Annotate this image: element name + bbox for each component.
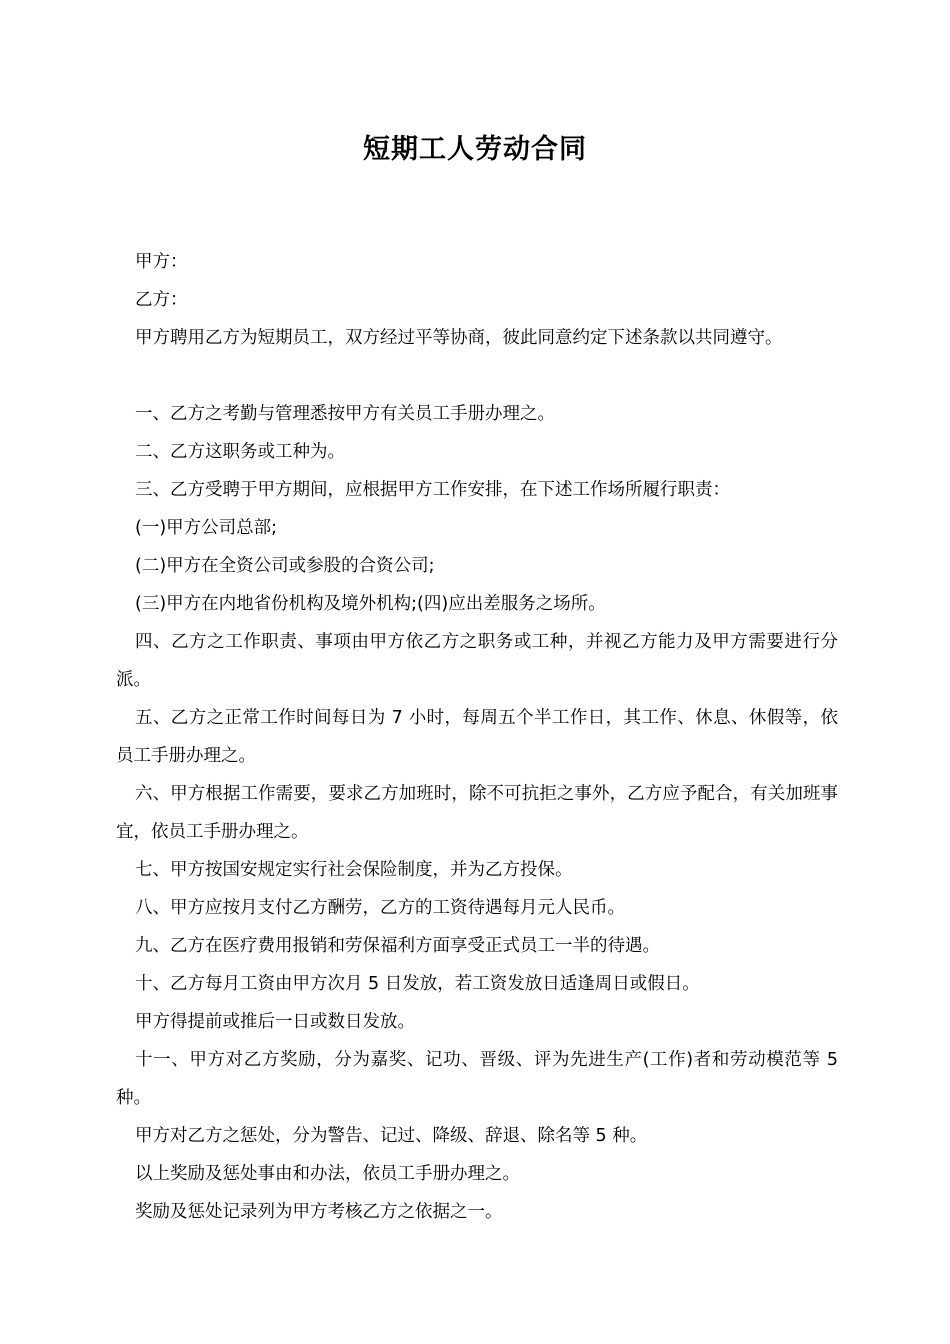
clause-6: 六、甲方根据工作需要，要求乙方加班时，除不可抗拒之事外，乙方应予配合，有关加班事宜，依员工手册办理之。 <box>116 784 838 842</box>
clause-2: 二、乙方这职务或工种为。 <box>135 442 345 462</box>
clause-4: 四、乙方之工作职责、事项由甲方依乙方之职务或工种，并视乙方能力及甲方需要进行分派。 <box>116 632 838 690</box>
clause-9: 九、乙方在医疗费用报销和劳保福利方面享受正式员工一半的待遇。 <box>135 936 660 956</box>
clause-11: 十一、甲方对乙方奖励，分为嘉奖、记功、晋级、评为先进生产(工作)者和劳动模范等 5 种。 <box>116 1050 838 1108</box>
clause-11-records: 奖励及惩处记录列为甲方考核乙方之依据之一。 <box>135 1202 503 1222</box>
clause-3-item-1: (一)甲方公司总部; <box>135 518 278 538</box>
clause-7: 七、甲方按国安规定实行社会保险制度，并为乙方投保。 <box>135 860 573 880</box>
clause-3-item-2: (二)甲方在全资公司或参股的合资公司; <box>135 556 435 576</box>
party-b-line: 乙方： <box>135 290 188 310</box>
clause-11-procedure: 以上奖励及惩处事由和办法，依员工手册办理之。 <box>135 1164 520 1184</box>
clause-8: 八、甲方应按月支付乙方酬劳，乙方的工资待遇每月元人民币。 <box>135 898 625 918</box>
preamble-paragraph: 甲方聘用乙方为短期员工，双方经过平等协商，彼此同意约定下述条款以共同遵守。 <box>135 328 783 348</box>
document-body <box>116 243 838 1231</box>
document-title: 短期工人劳动合同 <box>363 134 587 165</box>
clause-3: 三、乙方受聘于甲方期间，应根据甲方工作安排，在下述工作场所履行职责： <box>135 480 730 500</box>
clause-11-penalties: 甲方对乙方之惩处，分为警告、记过、降级、辞退、除名等 5 种。 <box>135 1126 648 1146</box>
clause-3-item-3: (三)甲方在内地省份机构及境外机构;(四)应出差服务之场所。 <box>135 594 606 614</box>
clause-10: 十、乙方每月工资由甲方次月 5 日发放，若工资发放日适逢周日或假日。 <box>135 974 700 994</box>
clause-10-continued: 甲方得提前或推后一日或数日发放。 <box>135 1012 415 1032</box>
party-a-line: 甲方： <box>135 252 188 272</box>
clause-1: 一、乙方之考勤与管理悉按甲方有关员工手册办理之。 <box>135 404 555 424</box>
clause-5: 五、乙方之正常工作时间每日为 7 小时，每周五个半工作日，其工作、休息、休假等，依员工手册办理之。 <box>116 708 838 766</box>
